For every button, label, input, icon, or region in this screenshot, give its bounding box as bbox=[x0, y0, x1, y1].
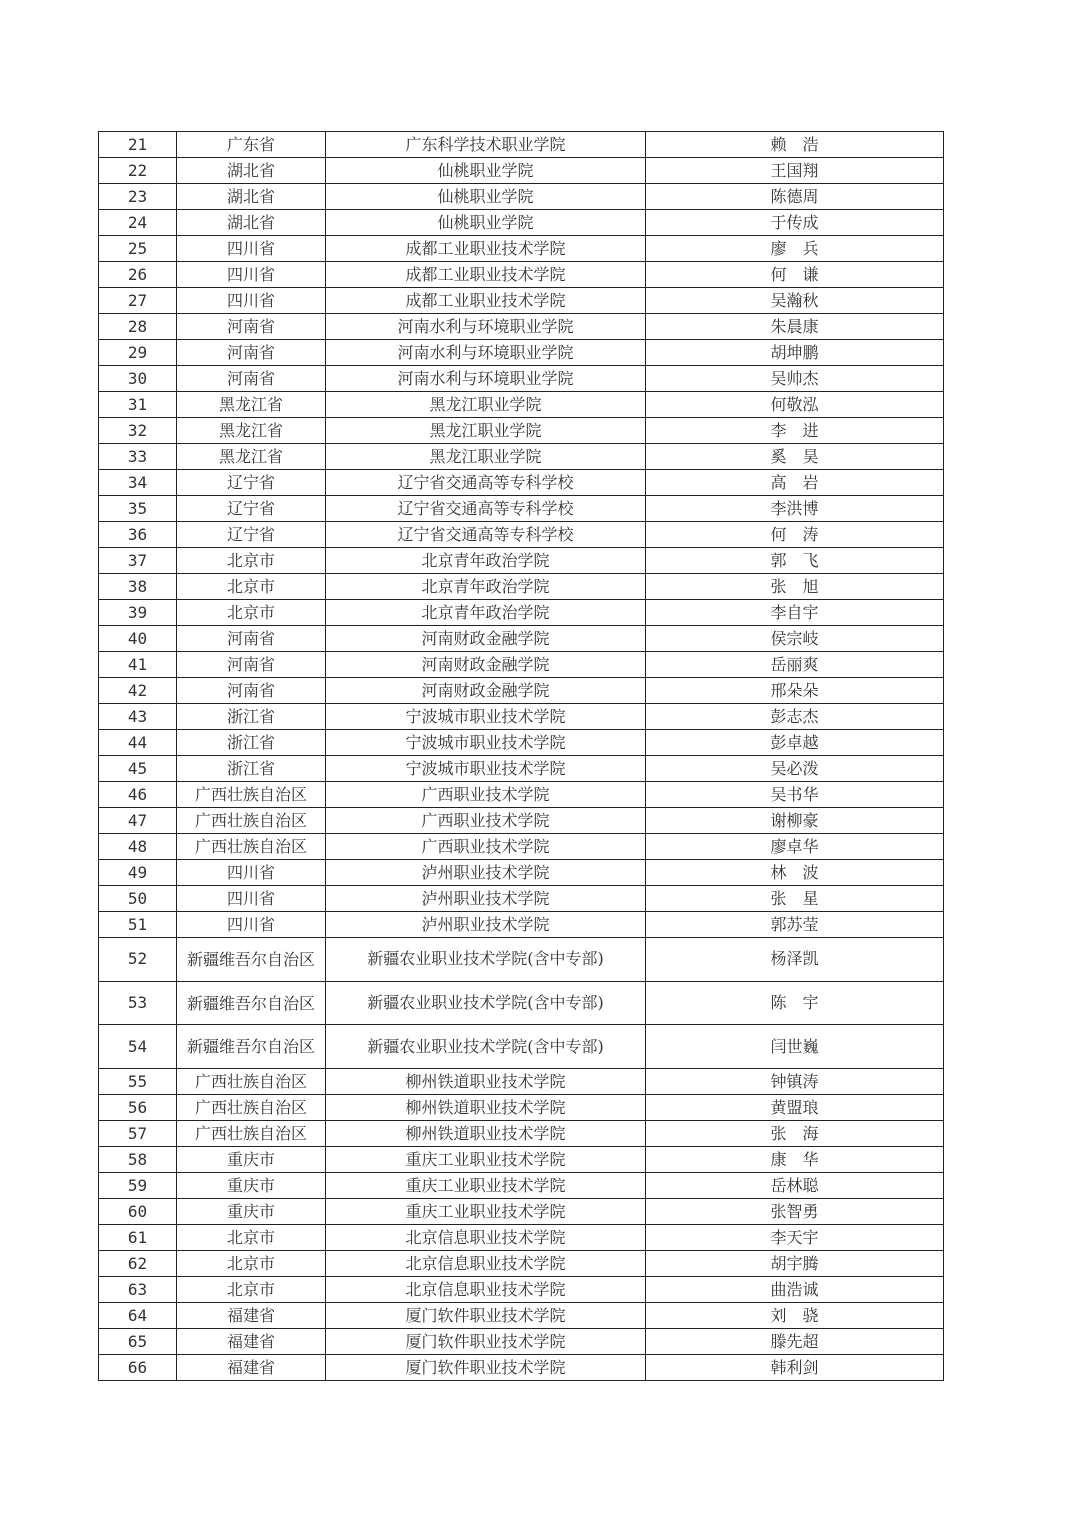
row-number: 52 bbox=[99, 938, 177, 982]
school-cell: 黑龙江职业学院 bbox=[326, 418, 646, 444]
table-row bbox=[99, 262, 944, 288]
table-row bbox=[99, 704, 944, 730]
table-row bbox=[99, 288, 944, 314]
school-cell: 成都工业职业技术学院 bbox=[326, 262, 646, 288]
school-cell: 河南财政金融学院 bbox=[326, 652, 646, 678]
school-cell: 泸州职业技术学院 bbox=[326, 886, 646, 912]
province-cell: 福建省 bbox=[177, 1303, 326, 1329]
province-cell: 河南省 bbox=[177, 340, 326, 366]
province-cell: 新疆维吾尔自治区 bbox=[177, 1025, 326, 1069]
table-row bbox=[99, 678, 944, 704]
name-cell: 高 岩 bbox=[646, 470, 944, 496]
table-row bbox=[99, 981, 944, 1025]
school-cell: 泸州职业技术学院 bbox=[326, 860, 646, 886]
table-row bbox=[99, 626, 944, 652]
row-number: 49 bbox=[99, 860, 177, 886]
school-cell: 仙桃职业学院 bbox=[326, 184, 646, 210]
table-row bbox=[99, 1277, 944, 1303]
school-cell: 辽宁省交通高等专科学校 bbox=[326, 496, 646, 522]
row-number: 63 bbox=[99, 1277, 177, 1303]
name-cell: 郭苏莹 bbox=[646, 912, 944, 938]
school-cell: 重庆工业职业技术学院 bbox=[326, 1173, 646, 1199]
name-cell: 刘 骁 bbox=[646, 1303, 944, 1329]
table-row bbox=[99, 808, 944, 834]
row-number: 42 bbox=[99, 678, 177, 704]
province-cell: 辽宁省 bbox=[177, 470, 326, 496]
table-body bbox=[99, 132, 944, 1381]
school-cell: 河南水利与环境职业学院 bbox=[326, 340, 646, 366]
award-list-table bbox=[98, 131, 944, 1381]
school-cell: 成都工业职业技术学院 bbox=[326, 236, 646, 262]
row-number: 59 bbox=[99, 1173, 177, 1199]
name-cell: 李天宇 bbox=[646, 1225, 944, 1251]
name-cell: 谢柳豪 bbox=[646, 808, 944, 834]
row-number: 44 bbox=[99, 730, 177, 756]
school-cell: 宁波城市职业技术学院 bbox=[326, 756, 646, 782]
table-row bbox=[99, 1225, 944, 1251]
name-cell: 岳林聪 bbox=[646, 1173, 944, 1199]
school-cell: 北京信息职业技术学院 bbox=[326, 1277, 646, 1303]
province-cell: 广西壮族自治区 bbox=[177, 1069, 326, 1095]
table-row bbox=[99, 340, 944, 366]
table-row bbox=[99, 938, 944, 982]
row-number: 61 bbox=[99, 1225, 177, 1251]
school-cell: 河南水利与环境职业学院 bbox=[326, 366, 646, 392]
province-cell: 广西壮族自治区 bbox=[177, 782, 326, 808]
row-number: 36 bbox=[99, 522, 177, 548]
province-cell: 湖北省 bbox=[177, 158, 326, 184]
school-cell: 成都工业职业技术学院 bbox=[326, 288, 646, 314]
school-cell: 广西职业技术学院 bbox=[326, 808, 646, 834]
row-number: 48 bbox=[99, 834, 177, 860]
table-row bbox=[99, 444, 944, 470]
table-row bbox=[99, 1251, 944, 1277]
province-cell: 湖北省 bbox=[177, 210, 326, 236]
name-cell: 李自宇 bbox=[646, 600, 944, 626]
row-number: 62 bbox=[99, 1251, 177, 1277]
province-cell: 福建省 bbox=[177, 1329, 326, 1355]
row-number: 58 bbox=[99, 1147, 177, 1173]
school-cell: 柳州铁道职业技术学院 bbox=[326, 1095, 646, 1121]
province-cell: 河南省 bbox=[177, 314, 326, 340]
name-cell: 吴帅杰 bbox=[646, 366, 944, 392]
row-number: 25 bbox=[99, 236, 177, 262]
row-number: 50 bbox=[99, 886, 177, 912]
name-cell: 何 谦 bbox=[646, 262, 944, 288]
table-row bbox=[99, 834, 944, 860]
province-cell: 北京市 bbox=[177, 1251, 326, 1277]
school-cell: 河南水利与环境职业学院 bbox=[326, 314, 646, 340]
name-cell: 郭 飞 bbox=[646, 548, 944, 574]
province-cell: 北京市 bbox=[177, 600, 326, 626]
school-cell: 宁波城市职业技术学院 bbox=[326, 704, 646, 730]
school-cell: 黑龙江职业学院 bbox=[326, 444, 646, 470]
school-cell: 北京青年政治学院 bbox=[326, 548, 646, 574]
row-number: 54 bbox=[99, 1025, 177, 1069]
row-number: 40 bbox=[99, 626, 177, 652]
school-cell: 北京青年政治学院 bbox=[326, 574, 646, 600]
province-cell: 河南省 bbox=[177, 652, 326, 678]
row-number: 55 bbox=[99, 1069, 177, 1095]
school-cell: 辽宁省交通高等专科学校 bbox=[326, 470, 646, 496]
row-number: 21 bbox=[99, 132, 177, 158]
name-cell: 邢朵朵 bbox=[646, 678, 944, 704]
school-cell: 柳州铁道职业技术学院 bbox=[326, 1069, 646, 1095]
name-cell: 岳丽爽 bbox=[646, 652, 944, 678]
province-cell: 北京市 bbox=[177, 548, 326, 574]
name-cell: 侯宗岐 bbox=[646, 626, 944, 652]
table-row bbox=[99, 366, 944, 392]
name-cell: 康 华 bbox=[646, 1147, 944, 1173]
row-number: 28 bbox=[99, 314, 177, 340]
table-row bbox=[99, 912, 944, 938]
row-number: 32 bbox=[99, 418, 177, 444]
province-cell: 河南省 bbox=[177, 678, 326, 704]
name-cell: 奚 昊 bbox=[646, 444, 944, 470]
row-number: 24 bbox=[99, 210, 177, 236]
name-cell: 韩利剑 bbox=[646, 1355, 944, 1381]
name-cell: 杨泽凯 bbox=[646, 938, 944, 982]
school-cell: 新疆农业职业技术学院(含中专部) bbox=[326, 981, 646, 1025]
school-cell: 新疆农业职业技术学院(含中专部) bbox=[326, 1025, 646, 1069]
school-cell: 北京青年政治学院 bbox=[326, 600, 646, 626]
name-cell: 廖卓华 bbox=[646, 834, 944, 860]
table-row bbox=[99, 314, 944, 340]
table-row bbox=[99, 470, 944, 496]
row-number: 29 bbox=[99, 340, 177, 366]
province-cell: 重庆市 bbox=[177, 1147, 326, 1173]
province-cell: 广东省 bbox=[177, 132, 326, 158]
name-cell: 陈德周 bbox=[646, 184, 944, 210]
table-row bbox=[99, 158, 944, 184]
name-cell: 张 旭 bbox=[646, 574, 944, 600]
table-row bbox=[99, 210, 944, 236]
table-row bbox=[99, 496, 944, 522]
school-cell: 重庆工业职业技术学院 bbox=[326, 1147, 646, 1173]
school-cell: 仙桃职业学院 bbox=[326, 210, 646, 236]
name-cell: 廖 兵 bbox=[646, 236, 944, 262]
row-number: 22 bbox=[99, 158, 177, 184]
school-cell: 厦门软件职业技术学院 bbox=[326, 1355, 646, 1381]
row-number: 60 bbox=[99, 1199, 177, 1225]
school-cell: 宁波城市职业技术学院 bbox=[326, 730, 646, 756]
row-number: 27 bbox=[99, 288, 177, 314]
province-cell: 四川省 bbox=[177, 886, 326, 912]
name-cell: 胡宇腾 bbox=[646, 1251, 944, 1277]
name-cell: 赖 浩 bbox=[646, 132, 944, 158]
table-row bbox=[99, 730, 944, 756]
row-number: 33 bbox=[99, 444, 177, 470]
school-cell: 厦门软件职业技术学院 bbox=[326, 1329, 646, 1355]
table-row bbox=[99, 860, 944, 886]
table-row bbox=[99, 1199, 944, 1225]
table-row bbox=[99, 1303, 944, 1329]
province-cell: 浙江省 bbox=[177, 756, 326, 782]
table-row bbox=[99, 756, 944, 782]
name-cell: 张 星 bbox=[646, 886, 944, 912]
table-row bbox=[99, 782, 944, 808]
table-row bbox=[99, 392, 944, 418]
name-cell: 张智勇 bbox=[646, 1199, 944, 1225]
name-cell: 吴书华 bbox=[646, 782, 944, 808]
table-row bbox=[99, 1355, 944, 1381]
row-number: 57 bbox=[99, 1121, 177, 1147]
province-cell: 辽宁省 bbox=[177, 496, 326, 522]
province-cell: 黑龙江省 bbox=[177, 418, 326, 444]
table-row bbox=[99, 522, 944, 548]
row-number: 53 bbox=[99, 981, 177, 1025]
row-number: 31 bbox=[99, 392, 177, 418]
province-cell: 广西壮族自治区 bbox=[177, 1095, 326, 1121]
province-cell: 广西壮族自治区 bbox=[177, 808, 326, 834]
row-number: 38 bbox=[99, 574, 177, 600]
table-row bbox=[99, 1173, 944, 1199]
province-cell: 湖北省 bbox=[177, 184, 326, 210]
name-cell: 王国翔 bbox=[646, 158, 944, 184]
row-number: 45 bbox=[99, 756, 177, 782]
name-cell: 吴必泼 bbox=[646, 756, 944, 782]
school-cell: 辽宁省交通高等专科学校 bbox=[326, 522, 646, 548]
row-number: 34 bbox=[99, 470, 177, 496]
province-cell: 河南省 bbox=[177, 366, 326, 392]
table-row bbox=[99, 574, 944, 600]
name-cell: 彭志杰 bbox=[646, 704, 944, 730]
table-row bbox=[99, 600, 944, 626]
province-cell: 新疆维吾尔自治区 bbox=[177, 981, 326, 1025]
table-row bbox=[99, 1069, 944, 1095]
province-cell: 四川省 bbox=[177, 912, 326, 938]
province-cell: 四川省 bbox=[177, 262, 326, 288]
school-cell: 广东科学技术职业学院 bbox=[326, 132, 646, 158]
table-row bbox=[99, 1025, 944, 1069]
row-number: 39 bbox=[99, 600, 177, 626]
table-row bbox=[99, 418, 944, 444]
province-cell: 北京市 bbox=[177, 1277, 326, 1303]
table-row bbox=[99, 1095, 944, 1121]
province-cell: 新疆维吾尔自治区 bbox=[177, 938, 326, 982]
row-number: 51 bbox=[99, 912, 177, 938]
name-cell: 林 波 bbox=[646, 860, 944, 886]
table-row bbox=[99, 184, 944, 210]
school-cell: 河南财政金融学院 bbox=[326, 626, 646, 652]
table-row bbox=[99, 132, 944, 158]
name-cell: 钟镇涛 bbox=[646, 1069, 944, 1095]
province-cell: 北京市 bbox=[177, 574, 326, 600]
school-cell: 广西职业技术学院 bbox=[326, 782, 646, 808]
name-cell: 于传成 bbox=[646, 210, 944, 236]
row-number: 65 bbox=[99, 1329, 177, 1355]
school-cell: 北京信息职业技术学院 bbox=[326, 1251, 646, 1277]
row-number: 64 bbox=[99, 1303, 177, 1329]
province-cell: 四川省 bbox=[177, 236, 326, 262]
name-cell: 曲浩诚 bbox=[646, 1277, 944, 1303]
province-cell: 重庆市 bbox=[177, 1173, 326, 1199]
province-cell: 黑龙江省 bbox=[177, 392, 326, 418]
province-cell: 辽宁省 bbox=[177, 522, 326, 548]
row-number: 30 bbox=[99, 366, 177, 392]
school-cell: 北京信息职业技术学院 bbox=[326, 1225, 646, 1251]
table-row bbox=[99, 886, 944, 912]
table-row bbox=[99, 1121, 944, 1147]
province-cell: 广西壮族自治区 bbox=[177, 834, 326, 860]
name-cell: 彭卓越 bbox=[646, 730, 944, 756]
row-number: 47 bbox=[99, 808, 177, 834]
school-cell: 重庆工业职业技术学院 bbox=[326, 1199, 646, 1225]
table-row bbox=[99, 1329, 944, 1355]
province-cell: 浙江省 bbox=[177, 704, 326, 730]
name-cell: 何 涛 bbox=[646, 522, 944, 548]
province-cell: 四川省 bbox=[177, 288, 326, 314]
name-cell: 何敬泓 bbox=[646, 392, 944, 418]
name-cell: 吴瀚秋 bbox=[646, 288, 944, 314]
province-cell: 浙江省 bbox=[177, 730, 326, 756]
school-cell: 泸州职业技术学院 bbox=[326, 912, 646, 938]
name-cell: 陈 宇 bbox=[646, 981, 944, 1025]
name-cell: 胡坤鹏 bbox=[646, 340, 944, 366]
school-cell: 仙桃职业学院 bbox=[326, 158, 646, 184]
row-number: 46 bbox=[99, 782, 177, 808]
table-row bbox=[99, 1147, 944, 1173]
school-cell: 广西职业技术学院 bbox=[326, 834, 646, 860]
row-number: 23 bbox=[99, 184, 177, 210]
row-number: 37 bbox=[99, 548, 177, 574]
row-number: 26 bbox=[99, 262, 177, 288]
row-number: 43 bbox=[99, 704, 177, 730]
school-cell: 河南财政金融学院 bbox=[326, 678, 646, 704]
province-cell: 黑龙江省 bbox=[177, 444, 326, 470]
name-cell: 朱晨康 bbox=[646, 314, 944, 340]
name-cell: 闫世巍 bbox=[646, 1025, 944, 1069]
name-cell: 李 进 bbox=[646, 418, 944, 444]
row-number: 35 bbox=[99, 496, 177, 522]
table-row bbox=[99, 548, 944, 574]
school-cell: 厦门软件职业技术学院 bbox=[326, 1303, 646, 1329]
row-number: 56 bbox=[99, 1095, 177, 1121]
province-cell: 重庆市 bbox=[177, 1199, 326, 1225]
name-cell: 滕先超 bbox=[646, 1329, 944, 1355]
school-cell: 黑龙江职业学院 bbox=[326, 392, 646, 418]
name-cell: 张 海 bbox=[646, 1121, 944, 1147]
table-row bbox=[99, 652, 944, 678]
table-row bbox=[99, 236, 944, 262]
row-number: 66 bbox=[99, 1355, 177, 1381]
row-number: 41 bbox=[99, 652, 177, 678]
school-cell: 新疆农业职业技术学院(含中专部) bbox=[326, 938, 646, 982]
province-cell: 广西壮族自治区 bbox=[177, 1121, 326, 1147]
school-cell: 柳州铁道职业技术学院 bbox=[326, 1121, 646, 1147]
name-cell: 李洪博 bbox=[646, 496, 944, 522]
province-cell: 四川省 bbox=[177, 860, 326, 886]
province-cell: 河南省 bbox=[177, 626, 326, 652]
name-cell: 黄盟琅 bbox=[646, 1095, 944, 1121]
province-cell: 福建省 bbox=[177, 1355, 326, 1381]
province-cell: 北京市 bbox=[177, 1225, 326, 1251]
